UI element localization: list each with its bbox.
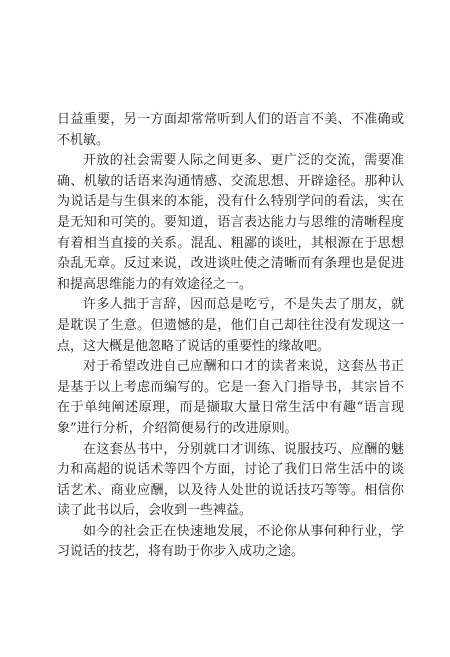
paragraph-1: 日益重要，另一方面却常常听到人们的语言不美、不准确或不机敏。	[57, 112, 404, 148]
paragraph-6: 如今的社会正在快速地发展，不论你从事何种行业，学习说话的技艺，将有助于你步入成功之途。	[57, 523, 404, 560]
body-text	[57, 110, 404, 563]
paragraph-5: 在这套丛书中，分别就口才训练、说服技巧、应酬的魅力和高超的说话术等四个方面，讨论了我们日常生活中的谈话艺术、商业应酬，以及待人处世的说话技巧等等。相信你读了此书以后，会收到一些裨益。	[57, 441, 404, 519]
paragraph-4: 对于希望改进自己应酬和口才的读者来说，这套丛书正是基于以上考虑而编写的。它是一套入门指导书，其宗旨不在于单纯阐述原理，而是撷取大量日常生活中有趣“语言现象”进行分析，介绍简便易行的改进原则。	[57, 359, 404, 436]
paragraph-3: 许多人拙于言辞，因而总是吃亏，不是失去了朋友，就是耽误了生意。但遗憾的是，他们自己却往往没有发现这一点，这大概是他忽略了说话的重要性的缘故吧。	[57, 297, 404, 354]
paragraph-2: 开放的社会需要人际之间更多、更广泛的交流，需要准确、机敏的话语来沟通情感、交流思想、开辟途径。那种认为说话是与生俱来的本能，没有什么特别学问的看法，实在是无知和可笑的。要知道，语言表达能力与思维的清晰程度有着相当直接的关系。混乱、粗鄙的谈吐，其根源在于思想杂乱无章。反过来说，改进谈吐使之清晰而有条理也是促进和提高思维能力的有效途径之一。	[57, 153, 404, 292]
